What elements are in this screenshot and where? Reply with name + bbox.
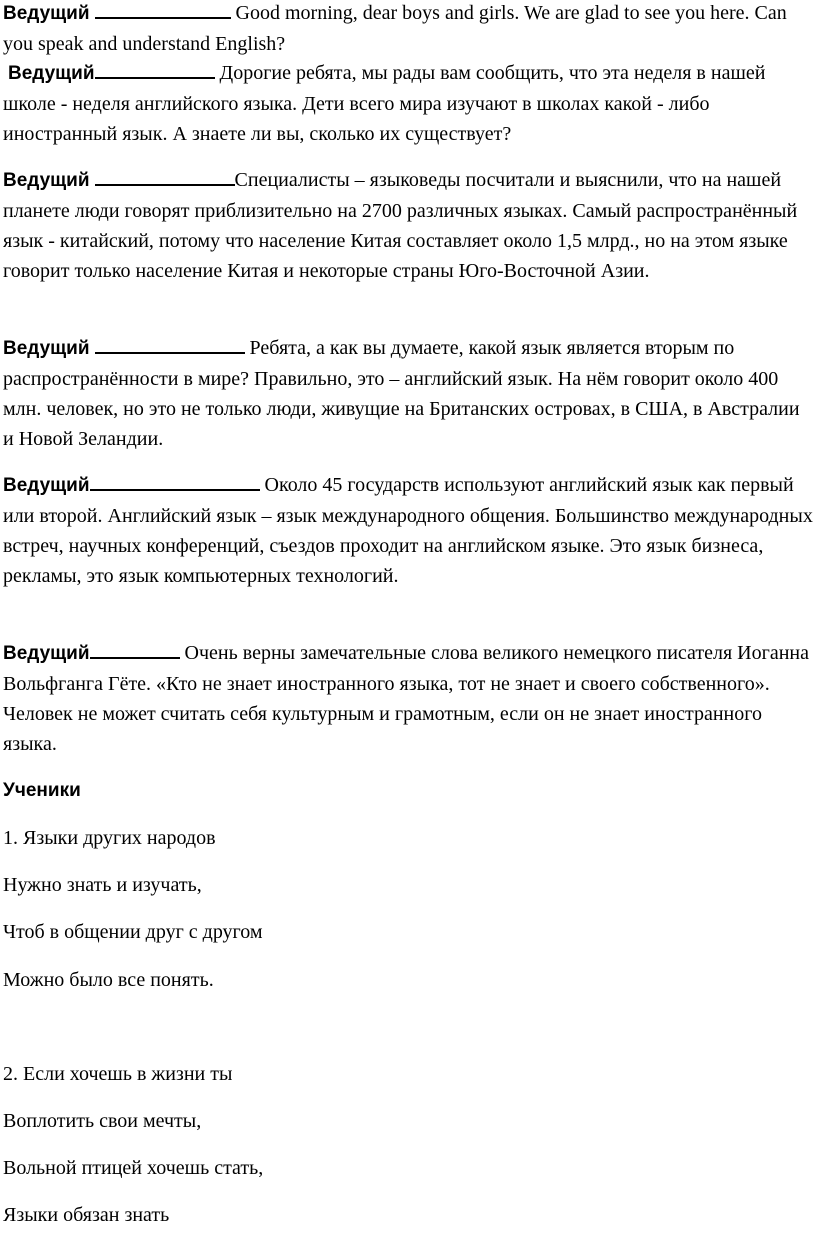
- paragraph-2: [3, 58, 813, 149]
- paragraph-1: [3, 0, 813, 59]
- paragraph-text: Очень верны замечательные слова великого немецкого писателя Иоганна Вольфганга Гёте. «Кто не знает иностранного языка, тот не знает и своего собственного». Человек не может считать себя культурным и грамотным, если он не знает иностранного языка.: [3, 642, 809, 755]
- paragraph-6: [3, 638, 813, 759]
- paragraph-4: [3, 333, 813, 454]
- name-blank: [95, 58, 215, 79]
- poem-line: Воплотить свои мечты,: [3, 1110, 202, 1132]
- speaker-label: Ведущий: [3, 170, 90, 191]
- students-heading: Ученики: [3, 780, 81, 801]
- paragraph-3: [3, 165, 813, 286]
- paragraph-5: [3, 470, 813, 591]
- name-blank: [90, 638, 180, 659]
- poem-line: 1. Языки других народов: [3, 827, 216, 849]
- paragraph-text: Ребята, а как вы думаете, какой язык является вторым по распространённости в мире? Правильно, это – английский язык. На нём говорит около 400 млн. человек, но это не только люди, живущие на Британских островах, в США, в Австралии и Новой Зеландии.: [3, 337, 800, 450]
- poem-line: Языки обязан знать: [3, 1204, 170, 1226]
- speaker-label: Ведущий: [3, 338, 90, 359]
- speaker-label: Ведущий: [3, 475, 90, 496]
- name-blank: [95, 0, 231, 19]
- poem-line: Чтоб в общении друг с другом: [3, 921, 263, 943]
- paragraph-text: Около 45 государств используют английский язык как первый или второй. Английский язык – язык международного общения. Большинство международных встреч, научных конференций, съездов проходит на английском языке. Это язык бизнеса, рекламы, это язык компьютерных технологий.: [3, 474, 813, 587]
- paragraph-text: Дорогие ребята, мы рады вам сообщить, что эта неделя в нашей школе - неделя английского языка. Дети всего мира изучают в школах какой - либо иностранный язык. А знаете ли вы, сколько их существует?: [3, 62, 766, 145]
- name-blank: [95, 165, 235, 186]
- paragraph-text: Специалисты – языковеды посчитали и выяснили, что на нашей планете люди говорят приблизительно на 2700 различных языках. Самый распространённый язык - китайский, потому что население Китая составляет около 1,5 млрд., но на этом языке говорит только население Китая и некоторые страны Юго-Восточной Азии.: [3, 169, 798, 282]
- poem-line: 2. Если хочешь в жизни ты: [3, 1063, 233, 1085]
- speaker-label: Ведущий: [3, 3, 90, 24]
- poem-line: Нужно знать и изучать,: [3, 874, 202, 896]
- poem-line: Вольной птицей хочешь стать,: [3, 1157, 264, 1179]
- name-blank: [90, 470, 260, 491]
- poem-line: Можно было все понять.: [3, 969, 214, 991]
- speaker-label: Ведущий: [3, 643, 90, 664]
- paragraph-text: Good morning, dear boys and girls. We are glad to see you here. Can you speak and understand English?: [3, 2, 787, 55]
- speaker-label: Ведущий: [8, 63, 95, 84]
- name-blank: [95, 333, 245, 354]
